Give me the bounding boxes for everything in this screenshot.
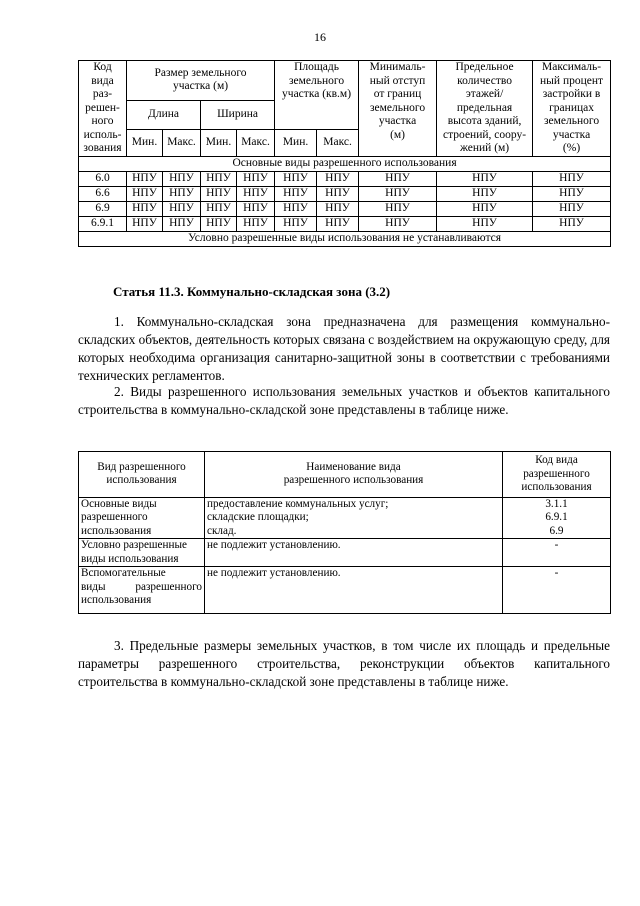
cell: НПУ <box>163 171 201 186</box>
cell: НПУ <box>127 171 163 186</box>
cell: НПУ <box>237 186 275 201</box>
header-use-name: Наименование вида разрешенного использования <box>205 452 503 498</box>
table-row <box>79 497 611 539</box>
header-area: Площадь земельного участка (кв.м) <box>275 61 359 130</box>
cell: НПУ <box>359 186 437 201</box>
cell: НПУ <box>237 216 275 231</box>
table-row <box>79 216 611 231</box>
cell: НПУ <box>201 186 237 201</box>
paragraph-3: 3. Предельные размеры земельных участков, в том числе их площадь и предельные параметры разрешенного строительства, реконструкции объектов капитального строительства в коммунально-складской зоне представлены в таблице ниже. <box>78 638 610 689</box>
paragraph-1: 1. Коммунально-складская зона предназначена для размещения коммунально-складских объектов, деятельность которых связана с воздействием на окружающую среду, для которых необходима организация санитарно-защитной зоны в соответствии с требованиями технических регламентов. <box>78 314 610 383</box>
cell: НПУ <box>237 171 275 186</box>
cell: НПУ <box>201 171 237 186</box>
cell: НПУ <box>237 201 275 216</box>
cell: НПУ <box>437 171 533 186</box>
cell: НПУ <box>317 171 359 186</box>
cell: НПУ <box>275 201 317 216</box>
conditional-uses-row: Условно разрешенные виды использования не устанавливаются <box>79 231 611 246</box>
use-codes: - <box>503 539 611 567</box>
cell: НПУ <box>359 171 437 186</box>
table-row <box>79 201 611 216</box>
cell: НПУ <box>317 216 359 231</box>
cell: НПУ <box>359 216 437 231</box>
permitted-uses-table <box>78 451 611 614</box>
cell: НПУ <box>163 186 201 201</box>
header-length: Длина <box>127 100 201 129</box>
header-width-max: Макс. <box>237 129 275 156</box>
header-code: Код вида раз- решен- ного исполь- зования <box>79 61 127 157</box>
cell: НПУ <box>533 186 611 201</box>
cell: НПУ <box>163 216 201 231</box>
header-length-max: Макс. <box>163 129 201 156</box>
land-parameters-table <box>78 60 611 247</box>
row-code: 6.6 <box>79 186 127 201</box>
header-area-min: Мин. <box>275 129 317 156</box>
row-code: 6.0 <box>79 171 127 186</box>
header-setback: Минималь- ный отступ от границ земельного участка (м) <box>359 61 437 157</box>
use-names: не подлежит установлению. <box>205 539 503 567</box>
cell: НПУ <box>533 171 611 186</box>
cell: НПУ <box>275 171 317 186</box>
cell: НПУ <box>201 216 237 231</box>
cell: НПУ <box>317 186 359 201</box>
use-names: предоставление коммунальных услуг; складские площадки; склад. <box>205 497 503 539</box>
cell: НПУ <box>359 201 437 216</box>
cell: НПУ <box>437 186 533 201</box>
header-use-type: Вид разрешенного использования <box>79 452 205 498</box>
main-uses-row: Основные виды разрешенного использования <box>79 156 611 171</box>
row-code: 6.9 <box>79 201 127 216</box>
header-width-min: Мин. <box>201 129 237 156</box>
cell: НПУ <box>275 186 317 201</box>
paragraph-2: 2. Виды разрешенного использования земельных участков и объектов капитального строительства в коммунально-складской зоне представлены в таблице ниже. <box>78 384 610 417</box>
article-heading: Статья 11.3. Коммунально-складская зона (3.2) <box>113 284 391 299</box>
cell: НПУ <box>127 201 163 216</box>
cell: НПУ <box>163 201 201 216</box>
header-length-min: Мин. <box>127 129 163 156</box>
header-use-code: Код вида разрешенного использования <box>503 452 611 498</box>
table-row <box>79 186 611 201</box>
cell: НПУ <box>533 201 611 216</box>
cell: НПУ <box>317 201 359 216</box>
cell: НПУ <box>533 216 611 231</box>
use-type: Вспомогательные виды разрешенного использования <box>79 567 205 614</box>
header-floors: Предельное количество этажей/ предельная высота зданий, строений, соору- жений (м) <box>437 61 533 157</box>
cell: НПУ <box>127 216 163 231</box>
use-type: Основные виды разрешенного использования <box>79 497 205 539</box>
cell: НПУ <box>201 201 237 216</box>
use-type: Условно разрешенные виды использования <box>79 539 205 567</box>
cell: НПУ <box>275 216 317 231</box>
page-number: 16 <box>314 30 326 44</box>
header-area-max: Макс. <box>317 129 359 156</box>
table-row <box>79 539 611 567</box>
use-codes: - <box>503 567 611 614</box>
row-code: 6.9.1 <box>79 216 127 231</box>
table-row <box>79 171 611 186</box>
cell: НПУ <box>127 186 163 201</box>
table-row <box>79 567 611 614</box>
use-codes: 3.1.1 6.9.1 6.9 <box>503 497 611 539</box>
cell: НПУ <box>437 201 533 216</box>
header-coverage: Максималь- ный процент застройки в границах земельного участка (%) <box>533 61 611 157</box>
header-width: Ширина <box>201 100 275 129</box>
header-plot-size: Размер земельного участка (м) <box>127 61 275 101</box>
use-names: не подлежит установлению. <box>205 567 503 614</box>
cell: НПУ <box>437 216 533 231</box>
